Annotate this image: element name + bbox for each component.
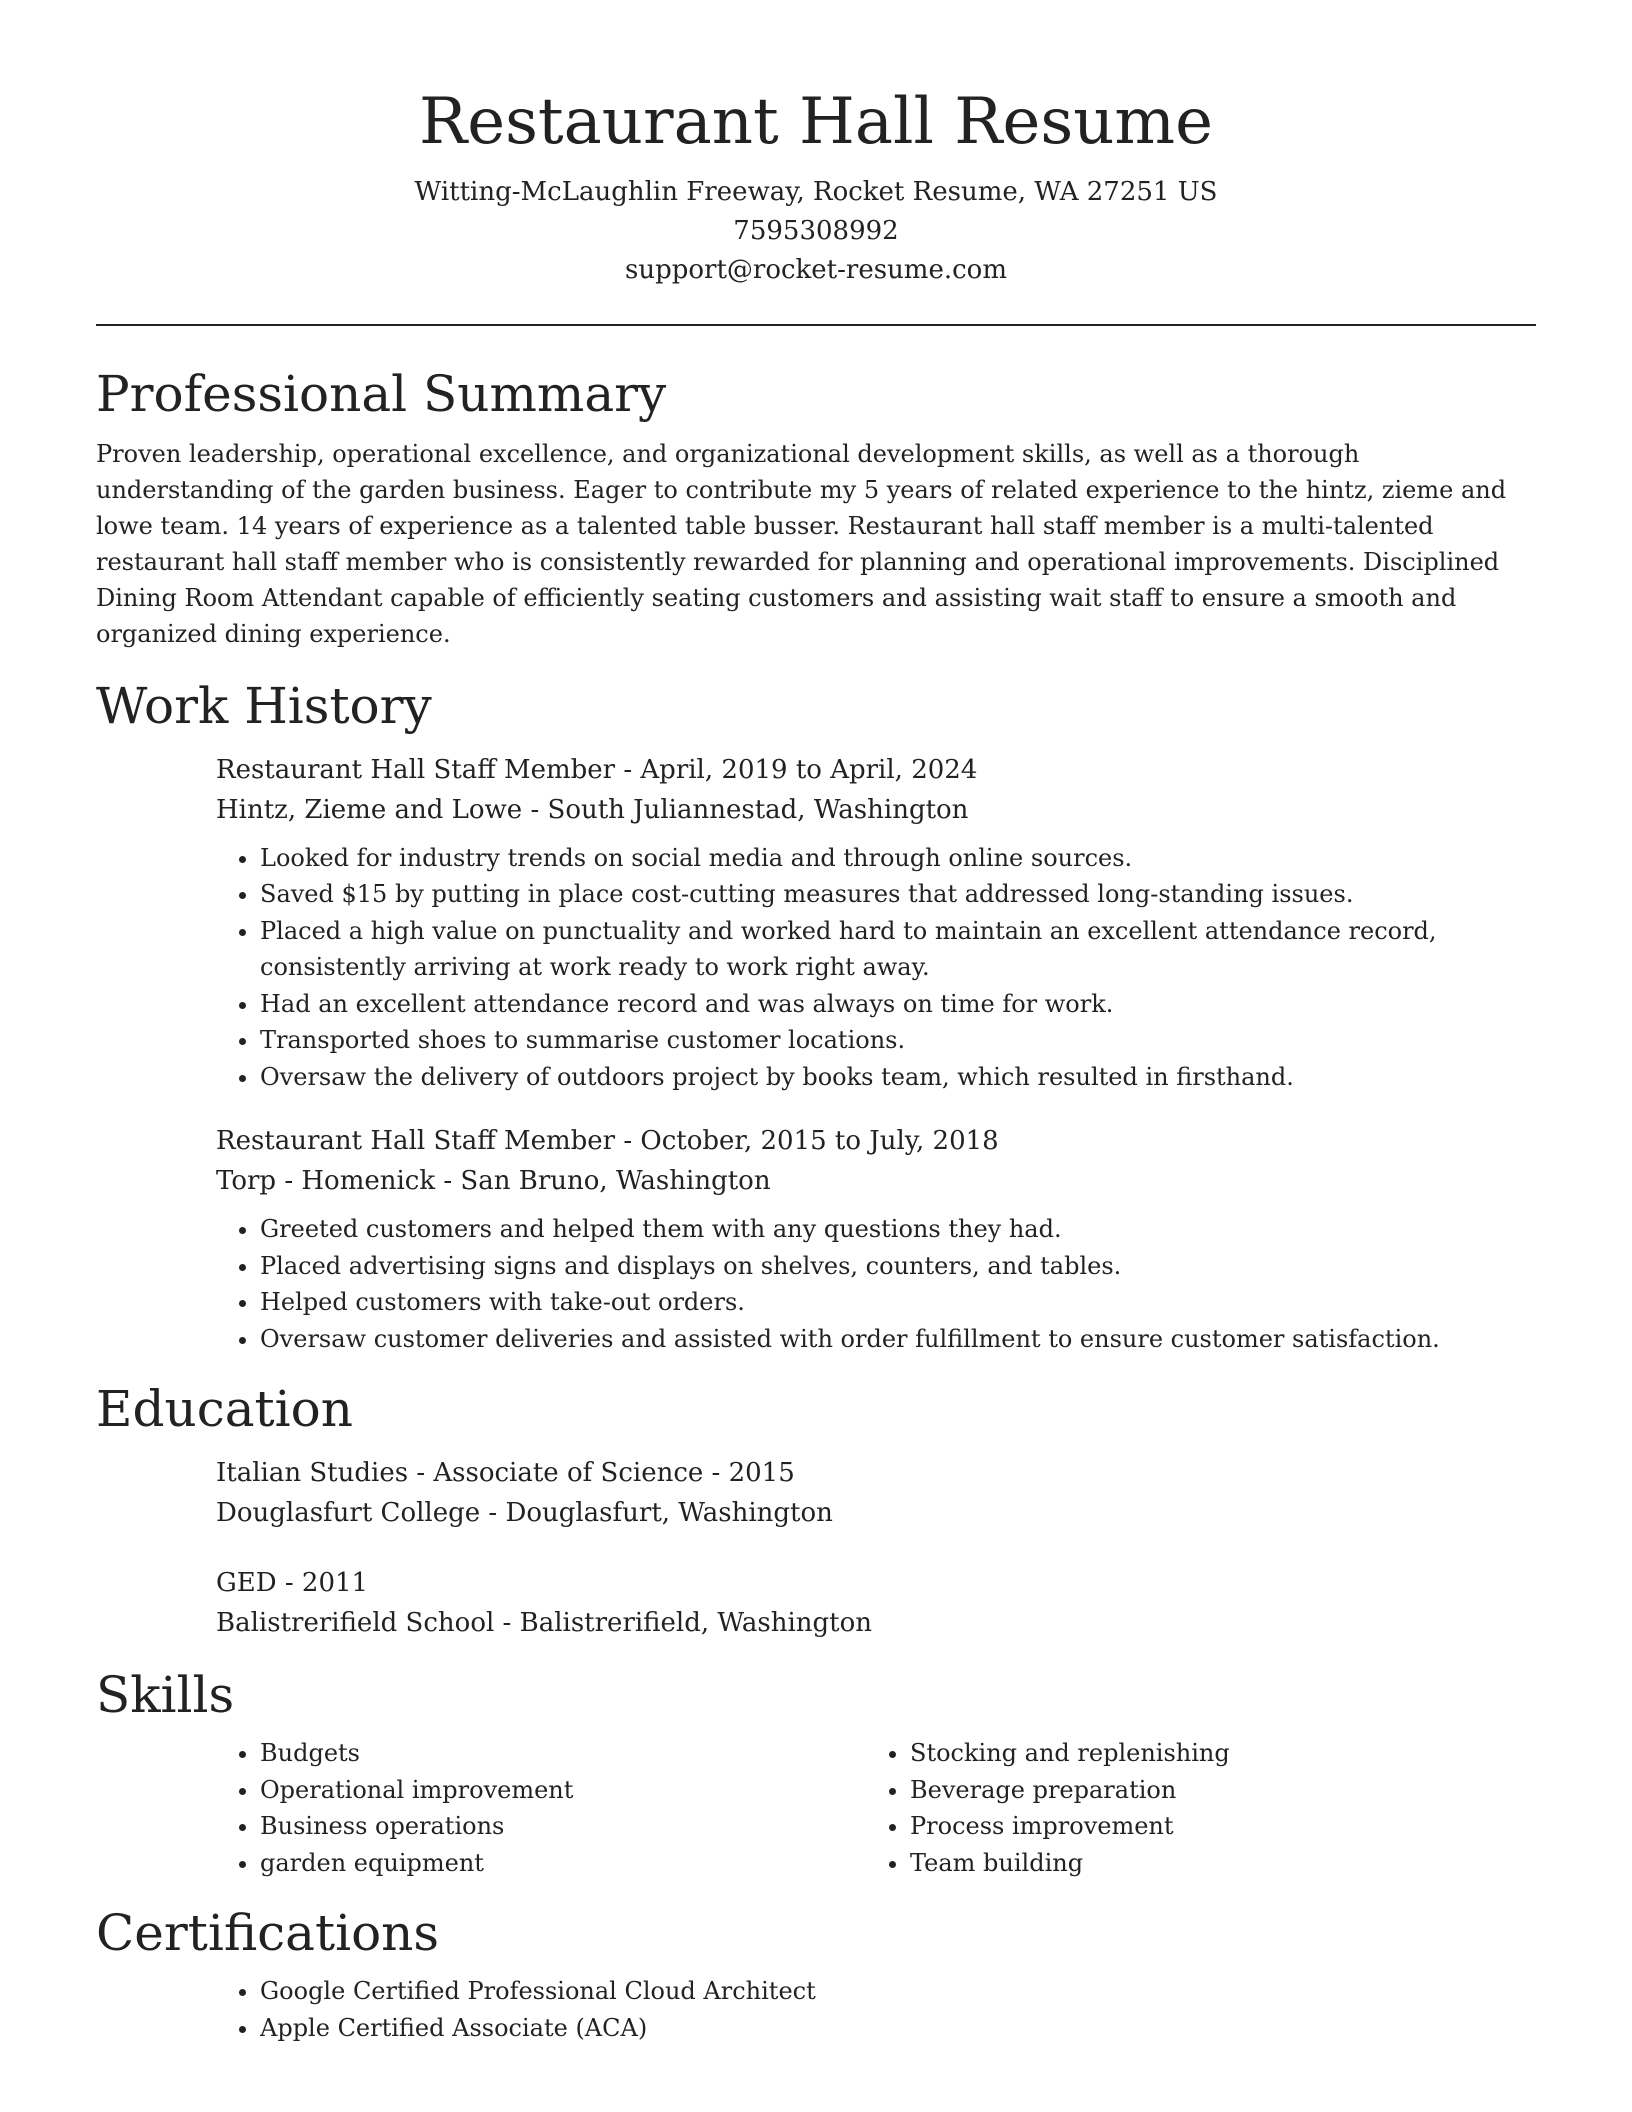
certifications-list [216,1973,1536,2046]
education-year: - 2011 [276,1568,369,1599]
list-item: • Had an excellent attendance record and was always on time for work. [260,986,1536,1023]
resume-header [96,0,1536,290]
job-location: - San Bruno, Washington [435,1166,771,1197]
education-heading: Education [96,1380,353,1439]
education-year: - 2015 [703,1458,795,1489]
skills-heading: Skills [96,1666,235,1725]
certifications-section [96,1903,1536,2046]
education-entry [216,1453,1536,1533]
education-degree-line [216,1563,1536,1603]
list-item: • Transported shoes to summarise customer locations. [260,1022,1536,1059]
job-role: Restaurant Hall Staff Member [216,1126,616,1157]
education-degree-line [216,1453,1536,1493]
education-section [96,1379,1536,1643]
job-role: Restaurant Hall Staff Member [216,754,616,785]
list-item: • Placed a high value on punctuality and worked hard to maintain an excellent attendance record, consistently arriving at work ready to work right away. [260,913,1536,986]
education-location: - Douglasfurt, Washington [480,1498,833,1529]
education-school-line [216,1493,1536,1533]
summary-text: Proven leadership, operational excellence, and organizational development skills, as well as a thorough understanding of the garden business. Eager to contribute my 5 years of related experience to the hintz, zieme and lowe team. 14 years of experience as a talented table busser. Restaurant hall staff member is a multi-talented restaurant hall staff member who is consistently rewarded for planning and operational improvements. Disciplined Dining Room Attendant capable of efficiently seating customers and assisting wait staff to ensure a smooth and organized dining experience. [96,439,1507,648]
job-company-line [216,790,1536,830]
list-item: • garden equipment [260,1845,866,1882]
skills-grid [216,1725,1536,1881]
list-item: • Greeted customers and helped them with any questions they had. [260,1211,1536,1248]
education-entry [216,1563,1536,1643]
list-item: • Beverage preparation [910,1772,1516,1809]
skills-list-left [216,1735,866,1881]
work-heading: Work History [96,676,432,735]
list-item: • Budgets [260,1735,866,1772]
list-item: • Looked for industry trends on social media and through online sources. [260,840,1536,877]
job-title-line [216,750,1536,790]
job-title-line [216,1121,1536,1161]
list-item: • Operational improvement [260,1772,866,1809]
resume-title: Restaurant Hall Resume [419,85,1213,159]
list-item: • Process improvement [910,1808,1516,1845]
job-dates: - April, 2019 to April, 2024 [615,754,978,785]
list-item: • Oversaw the delivery of outdoors project by books team, which resulted in firsthand. [260,1059,1536,1096]
certifications-heading: Certifications [96,1904,440,1963]
education-school: Douglasfurt College [216,1498,481,1529]
job-location: - South Juliannestad, Washington [522,794,969,825]
work-section [96,676,1536,1358]
job-bullets [216,840,1536,1096]
contact-block [96,173,1536,290]
job-dates: - October, 2015 to July, 2018 [615,1126,999,1157]
list-item: • Stocking and replenishing [910,1735,1516,1772]
job-company-line [216,1161,1536,1201]
certifications-body [216,1973,1536,2046]
skills-list-right [866,1735,1516,1881]
header-divider [96,324,1536,326]
contact-address: Witting-McLaughlin Freeway, Rocket Resume, WA 27251 US [414,176,1218,207]
skills-column-left [216,1725,866,1881]
summary-section [96,364,1536,652]
list-item: • Apple Certified Associate (ACA) [260,2010,1536,2047]
list-item: • Team building [910,1845,1516,1882]
job-company: Torp - Homenick [216,1166,436,1197]
skills-section [96,1665,1536,1881]
education-location: - Balistrerifield, Washington [494,1608,873,1639]
list-item: • Google Certified Professional Cloud Architect [260,1973,1536,2010]
job-entry [216,1121,1536,1357]
resume-page [96,0,1536,2046]
contact-email: support@rocket-resume.com [624,254,1007,285]
education-school: Balistrerifield School [216,1608,495,1639]
list-item: • Helped customers with take-out orders. [260,1284,1536,1321]
contact-phone: 7595308992 [733,215,899,246]
job-bullets [216,1211,1536,1357]
job-company: Hintz, Zieme and Lowe [216,794,523,825]
education-degree: Italian Studies - Associate of Science [216,1458,704,1489]
skills-column-right [866,1725,1516,1881]
summary-heading: Professional Summary [96,364,667,423]
education-school-line [216,1603,1536,1643]
job-entry [216,750,1536,1096]
list-item: • Saved $15 by putting in place cost-cutting measures that addressed long-standing issues. [260,876,1536,913]
list-item: • Placed advertising signs and displays on shelves, counters, and tables. [260,1248,1536,1285]
list-item: • Business operations [260,1808,866,1845]
list-item: • Oversaw customer deliveries and assisted with order fulfillment to ensure customer satisfaction. [260,1321,1536,1358]
education-degree: GED [216,1568,277,1599]
